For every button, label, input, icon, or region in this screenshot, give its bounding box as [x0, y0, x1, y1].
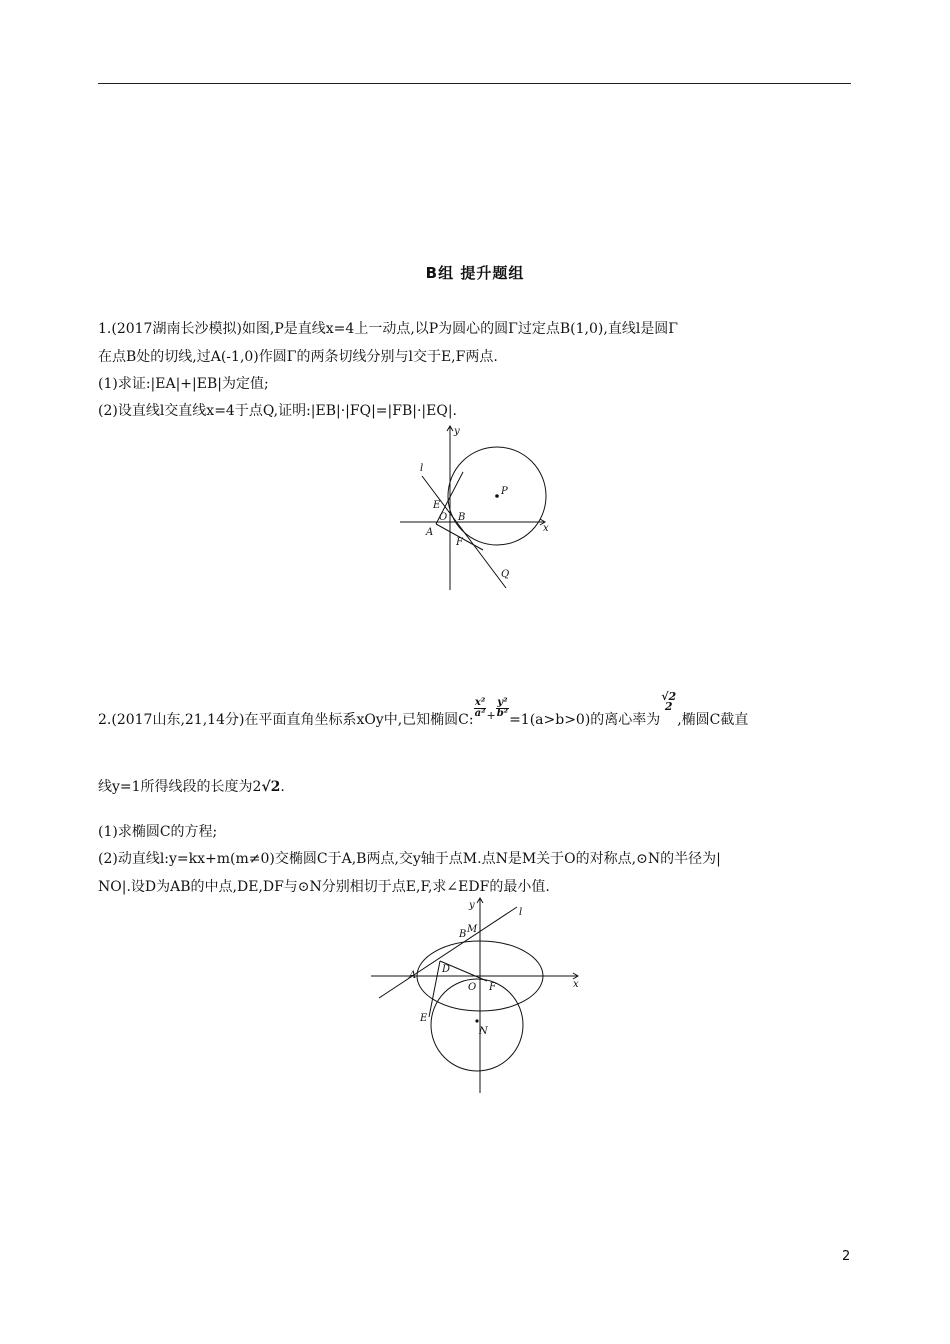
q2-line2 — [98, 776, 285, 796]
q2-label-F: F — [489, 982, 496, 993]
q2-line1-pre: 2.(2017山东,21,14分)在平面直角坐标系xOy中,已知椭圆C: — [98, 712, 474, 728]
q2-part2-line1: (2)动直线l:y=kx+m(m≠0)交椭圆C于A,B两点,交y轴于点M.点N是M关于O的对称点,⊙N的半径为| — [98, 851, 721, 867]
q2-label-M: M — [467, 924, 478, 935]
q2-line1-mid: =1(a>b>0)的离心率为 — [509, 712, 661, 728]
q2-frac1-num: x² — [474, 696, 486, 708]
q2-ecc-num: √2 — [661, 690, 677, 703]
q1-label-y: y — [454, 426, 460, 437]
q2-label-y: y — [469, 900, 475, 911]
q2-frac1-den: a² — [474, 707, 486, 719]
q2-label-B: B — [459, 929, 467, 940]
q2-part1: (1)求椭圆C的方程; — [98, 824, 218, 840]
q1-point-P — [495, 494, 499, 498]
q2-label-O: O — [468, 982, 477, 993]
q2-line1-post: ,椭圆C截直 — [677, 712, 749, 728]
q2-frac2-num: y² — [497, 696, 508, 708]
q2-figure — [365, 893, 590, 1098]
q2-label-A: A — [409, 970, 417, 981]
q2-label-l: l — [519, 907, 523, 918]
q1-part2: (2)设直线l交直线x=4于点Q,证明:|EB|·|FQ|=|FB|·|EQ|. — [98, 403, 458, 419]
q2-line2-sqrt: √2 — [261, 779, 281, 795]
q2-line1 — [98, 692, 748, 748]
q2-fraction-x2-a2 — [474, 698, 487, 719]
q2-fraction-y2-b2 — [496, 698, 509, 719]
q2-ecc-den: 2 — [664, 700, 673, 713]
q1-label-x: x — [543, 523, 549, 534]
q2-label-N: N — [479, 1026, 488, 1037]
q1-label-B: B — [458, 512, 466, 523]
q2-label-D: D — [442, 964, 451, 975]
q2-fraction-eccentricity — [660, 692, 677, 712]
q1-label-E: E — [433, 500, 441, 511]
header-rule — [98, 83, 851, 84]
q1-label-Q: Q — [501, 569, 510, 580]
q1-line1: 1.(2017湖南长沙模拟)如图,P是直线x=4上一动点,以P为圆心的圆Γ过定点B(1,0),直线l是圆Γ — [98, 321, 679, 337]
q2-line2-post: . — [280, 779, 285, 795]
q1-part1: (1)求证:|EA|+|EB|为定值; — [98, 376, 269, 392]
q2-part2-line2: NO|.设D为AB的中点,DE,DF与⊙N分别相切于点E,F,求∠EDF的最小值. — [98, 879, 550, 895]
q2-frac2-den: b² — [496, 707, 509, 719]
q2-plus: + — [486, 709, 496, 722]
q2-label-x: x — [573, 979, 579, 990]
q1-label-O: O — [439, 512, 448, 523]
q2-line2-pre: 线y=1所得线段的长度为2 — [98, 779, 262, 795]
q1-label-P: P — [501, 486, 508, 497]
q1-label-l: l — [420, 463, 424, 474]
q1-line2: 在点B处的切线,过A(-1,0)作圆Γ的两条切线分别与l交于E,F两点. — [98, 349, 498, 365]
page-number: 2 — [842, 1249, 851, 1264]
section-title: B组 提升题组 — [425, 264, 525, 282]
q1-label-A: A — [426, 527, 434, 538]
q2-point-N — [475, 1019, 478, 1022]
q2-label-E: E — [420, 1013, 428, 1024]
q1-figure — [390, 420, 560, 595]
q2-line-l — [379, 907, 517, 998]
q1-label-F: F — [456, 537, 463, 548]
q2-circle-N — [431, 979, 523, 1071]
q1-line-l — [422, 476, 506, 588]
